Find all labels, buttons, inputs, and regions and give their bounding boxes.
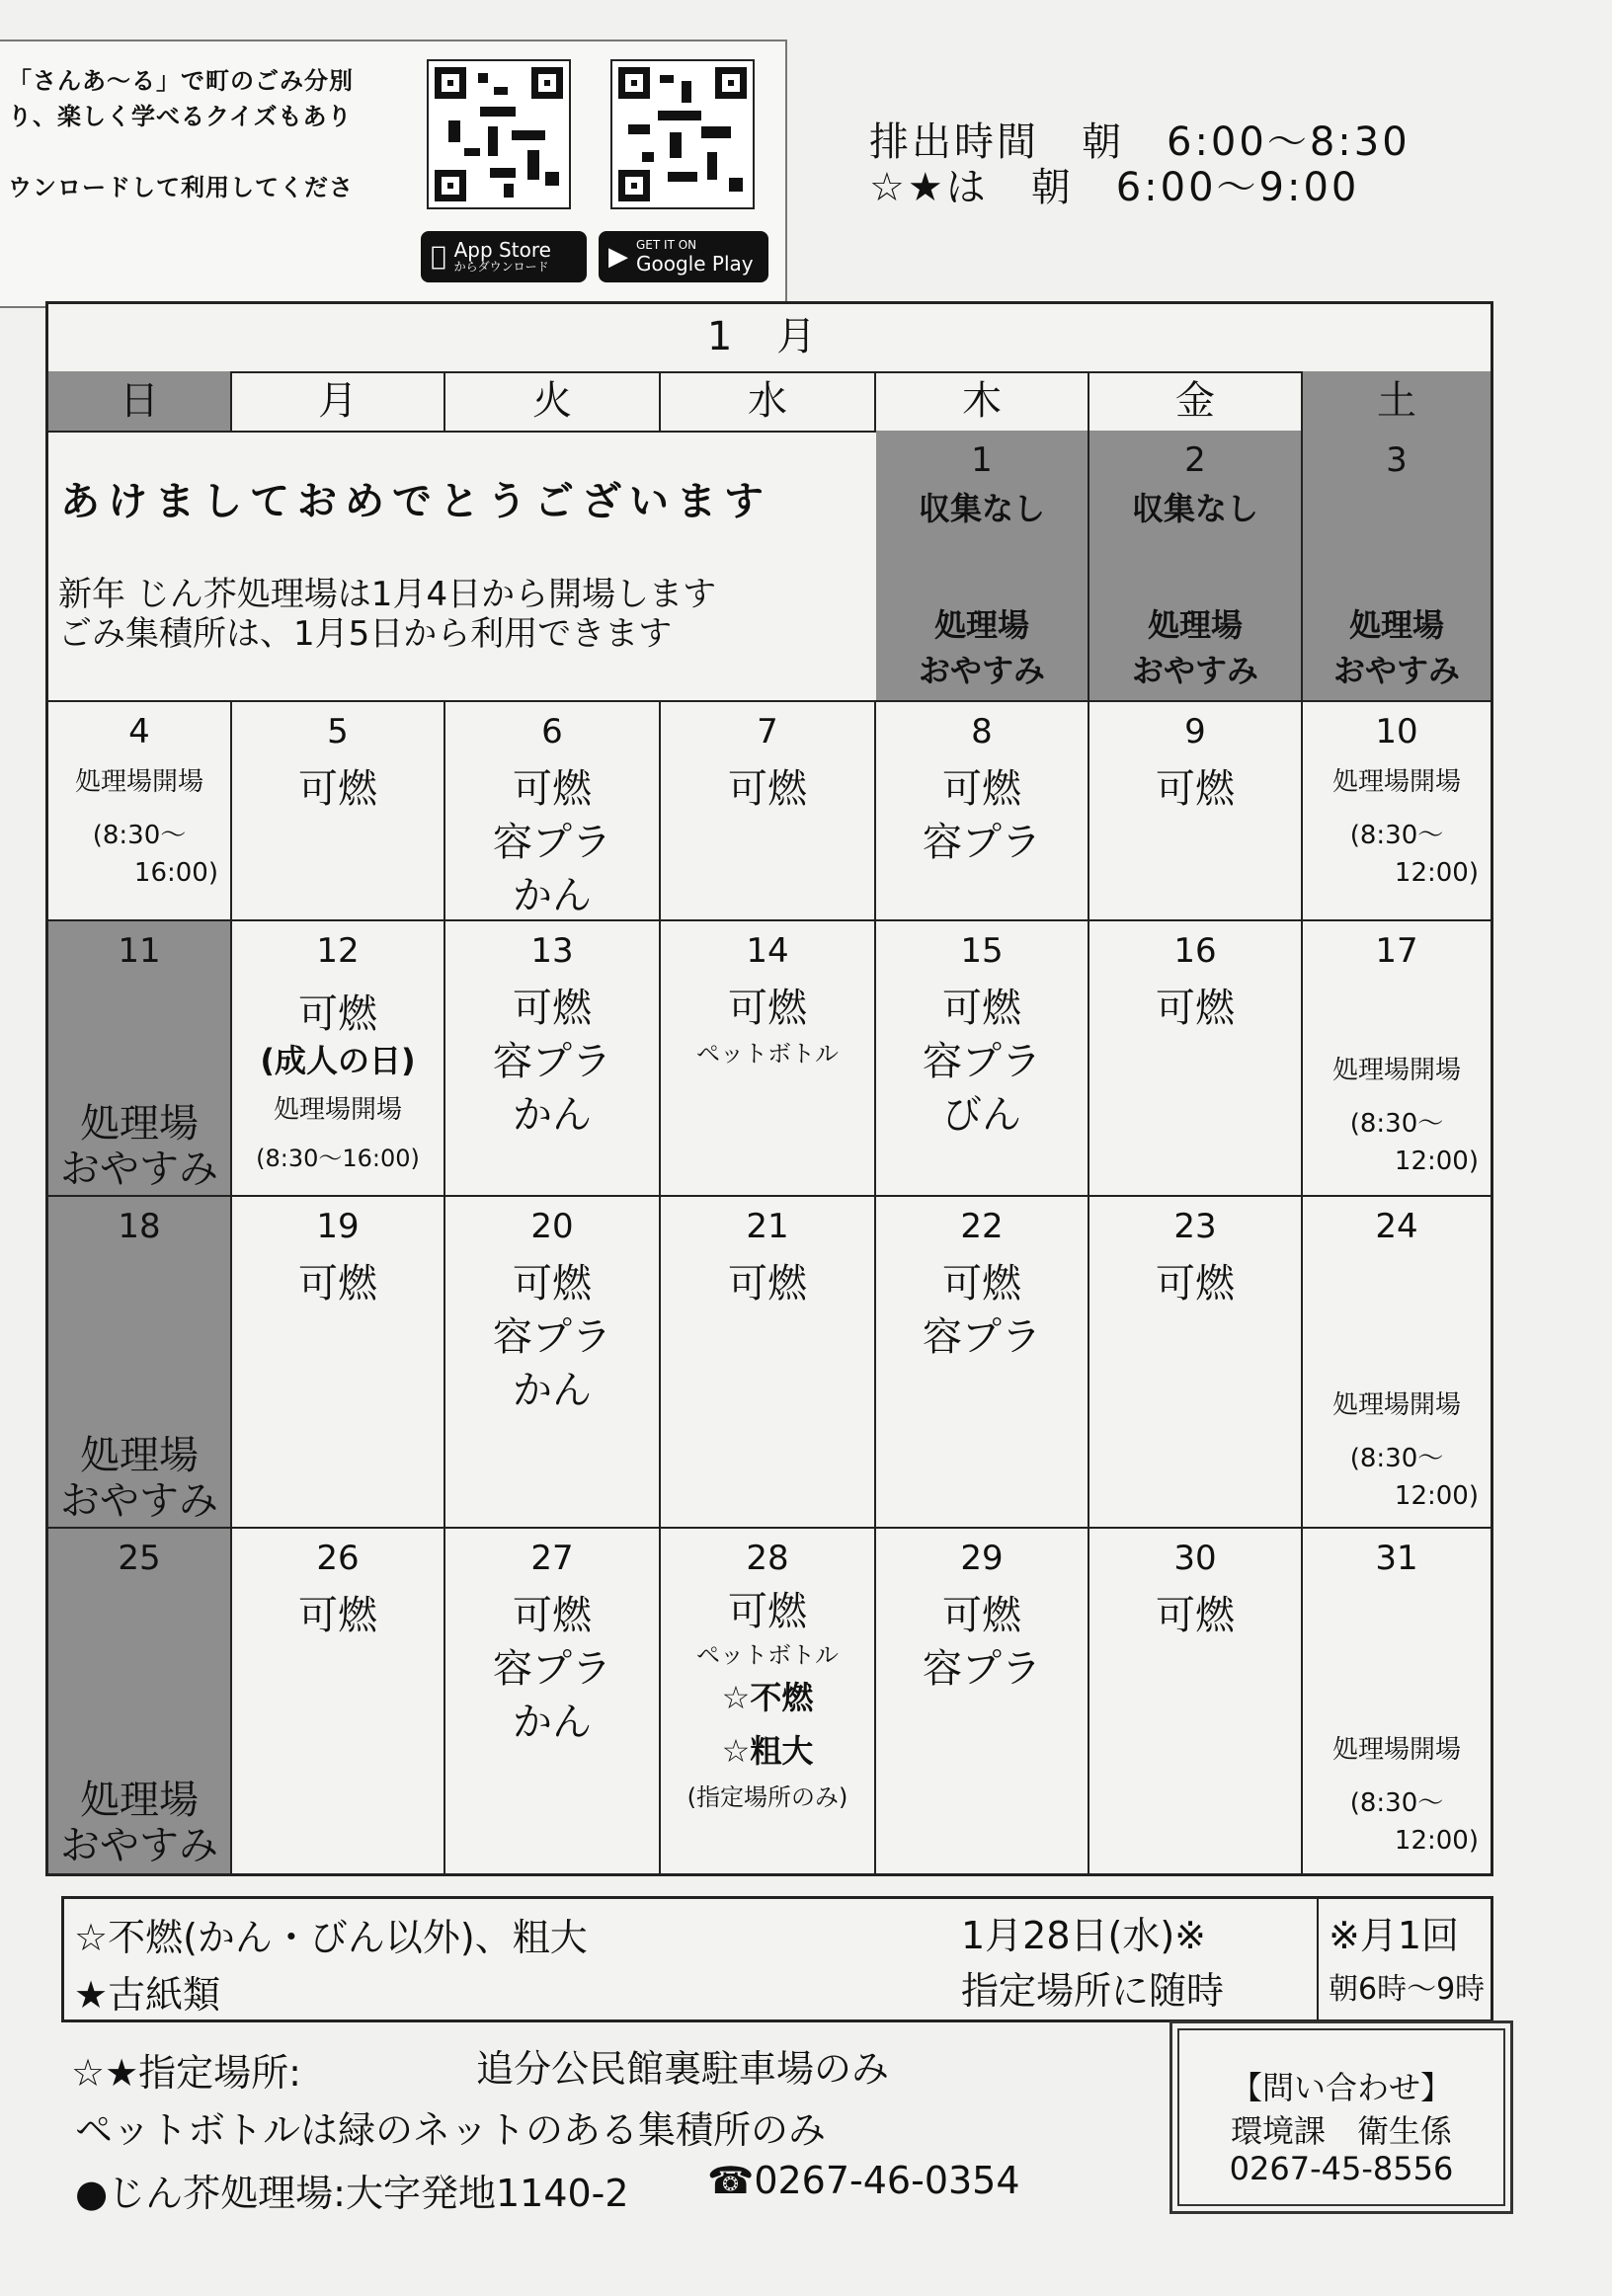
day-entry: ペットボトル bbox=[696, 1641, 839, 1669]
designated-place-label: ☆★指定場所: bbox=[71, 2051, 301, 2095]
day-number: 29 bbox=[960, 1539, 1004, 1578]
designated-place-value: 追分公民館裏駐車場のみ bbox=[476, 2047, 890, 2091]
day-number: 10 bbox=[1375, 712, 1418, 752]
day-entry: (8:30〜 bbox=[1349, 821, 1444, 850]
day-entry: おやすみ bbox=[60, 1823, 218, 1868]
weekday-0: 日 bbox=[48, 371, 232, 431]
day-number: 9 bbox=[1184, 712, 1206, 752]
day-number: 3 bbox=[1386, 440, 1408, 480]
day-entry: 容プラ bbox=[493, 1039, 611, 1084]
legend-frequency-box bbox=[1317, 1899, 1494, 2019]
day-number: 19 bbox=[316, 1207, 360, 1246]
day-entry: 容プラ bbox=[493, 1646, 611, 1692]
legend-time: 朝6時〜9時 bbox=[1329, 1972, 1486, 2007]
day-entry: (8:30〜 bbox=[1349, 1444, 1444, 1473]
day-number: 31 bbox=[1375, 1539, 1418, 1578]
facility-address: ●じん芥処理場:大字発地1140-2 bbox=[75, 2172, 629, 2215]
app-store-label: App Store bbox=[439, 238, 536, 263]
day-number: 11 bbox=[118, 931, 161, 971]
day-entry: かん bbox=[513, 1092, 592, 1138]
day-number: 24 bbox=[1375, 1207, 1418, 1246]
day-entry: ☆不燃 bbox=[721, 1679, 814, 1716]
day-entry: 容プラ bbox=[493, 820, 611, 865]
calendar-day-29 bbox=[876, 1529, 1089, 1873]
day-number: 22 bbox=[960, 1207, 1004, 1246]
calendar-day-12 bbox=[232, 921, 445, 1195]
day-number: 26 bbox=[316, 1539, 360, 1578]
calendar-day-24 bbox=[1303, 1197, 1491, 1527]
contact-phone[interactable]: 0267-45-8556 bbox=[1229, 2150, 1454, 2187]
day-entry: 処理場 bbox=[80, 1433, 199, 1478]
calendar-day-26 bbox=[232, 1529, 445, 1873]
day-entry: 処理場 bbox=[80, 1101, 199, 1147]
day-number: 1 bbox=[971, 440, 993, 480]
day-entry: 可燃 bbox=[942, 1593, 1021, 1638]
day-number: 16 bbox=[1173, 931, 1217, 971]
legend-date: 1月28日(水)※ bbox=[961, 1914, 1207, 1957]
day-number: 28 bbox=[746, 1539, 789, 1578]
day-number: 7 bbox=[757, 712, 778, 752]
calendar-day-21 bbox=[661, 1197, 876, 1527]
google-play-sublabel: GET IT ON bbox=[636, 238, 697, 253]
qr-code-ios[interactable] bbox=[427, 59, 571, 209]
day-entry: 可燃 bbox=[298, 766, 377, 812]
day-entry: 12:00) bbox=[1394, 1147, 1479, 1176]
day-entry: 容プラ bbox=[923, 1314, 1041, 1360]
calendar-week bbox=[48, 1197, 1491, 1529]
legend-item-nonburnable: ☆不燃(かん・びん以外)、粗大 bbox=[74, 1916, 588, 1959]
qr-code-android[interactable] bbox=[610, 59, 755, 209]
hours-line-1: 排出時間 朝 6:00〜8:30 bbox=[869, 119, 1410, 165]
calendar-day-4 bbox=[48, 702, 232, 919]
day-entry: 容プラ bbox=[923, 1039, 1041, 1084]
weekday-2: 火 bbox=[445, 371, 661, 431]
calendar-day-18 bbox=[48, 1197, 232, 1527]
day-entry: 処理場開場 bbox=[1331, 1735, 1461, 1765]
day-number: 15 bbox=[960, 931, 1004, 971]
weekday-3: 水 bbox=[661, 371, 876, 431]
day-entry: 可燃 bbox=[1156, 986, 1235, 1031]
day-entry: おやすみ bbox=[60, 1478, 218, 1524]
day-entry: (8:30〜 bbox=[1349, 1788, 1444, 1818]
weekday-4: 木 bbox=[876, 371, 1089, 431]
day-entry: 可燃 bbox=[728, 1261, 807, 1306]
day-entry: 可燃 bbox=[513, 766, 592, 812]
day-entry: (8:30〜 bbox=[92, 821, 187, 850]
day-number: 18 bbox=[118, 1207, 161, 1246]
day-number: 5 bbox=[327, 712, 349, 752]
calendar-day-1 bbox=[876, 431, 1089, 700]
calendar-day-15 bbox=[876, 921, 1089, 1195]
day-entry: 処理場 bbox=[80, 1778, 199, 1823]
day-entry: 可燃 bbox=[942, 766, 1021, 812]
day-entry: 処理場 bbox=[933, 606, 1029, 644]
calendar bbox=[45, 301, 1493, 1876]
google-play-button[interactable] bbox=[599, 231, 768, 282]
calendar-day-20 bbox=[445, 1197, 661, 1527]
banner-text-1: 「さんあ〜る」で町のごみ分別 bbox=[8, 67, 354, 95]
calendar-day-10 bbox=[1303, 702, 1491, 919]
day-entry: 16:00) bbox=[133, 858, 218, 888]
day-entry: びん bbox=[942, 1092, 1021, 1138]
day-entry: 可燃 bbox=[1156, 1261, 1235, 1306]
day-entry: 12:00) bbox=[1394, 1826, 1479, 1856]
apple-icon bbox=[431, 242, 446, 272]
hours-line-2: ☆★は 朝 6:00〜9:00 bbox=[869, 165, 1360, 210]
banner-text-3: ウンロードして利用してくださ bbox=[8, 174, 354, 201]
new-year-note-collection: ごみ集積所は、1月5日から利用できます bbox=[58, 614, 673, 654]
banner-text-2: り、楽しく学べるクイズもあり bbox=[8, 103, 353, 130]
calendar-day-27 bbox=[445, 1529, 661, 1873]
contact-title: 【問い合わせ】 bbox=[1230, 2069, 1452, 2106]
calendar-week bbox=[48, 1529, 1491, 1873]
day-number: 27 bbox=[530, 1539, 574, 1578]
calendar-day-6 bbox=[445, 702, 661, 919]
day-entry: 処理場 bbox=[1348, 606, 1444, 644]
day-entry: 容プラ bbox=[923, 820, 1041, 865]
legend-item-paper: ★古紙類 bbox=[74, 1973, 221, 2017]
contact-box bbox=[1169, 2020, 1513, 2214]
day-entry: かん bbox=[513, 1700, 592, 1745]
day-entry: 容プラ bbox=[493, 1314, 611, 1360]
day-number: 12 bbox=[316, 931, 360, 971]
day-number: 25 bbox=[118, 1539, 161, 1578]
day-entry: ☆粗大 bbox=[721, 1732, 814, 1770]
day-entry: 可燃 bbox=[298, 1593, 377, 1638]
day-number: 13 bbox=[530, 931, 574, 971]
day-entry: 処理場開場 bbox=[1331, 767, 1461, 797]
day-entry: 処理場開場 bbox=[1331, 1390, 1461, 1420]
calendar-day-28 bbox=[661, 1529, 876, 1873]
day-number: 14 bbox=[746, 931, 789, 971]
day-number: 4 bbox=[128, 712, 150, 752]
app-store-sublabel: からダウンロード bbox=[439, 260, 534, 275]
weekday-6: 土 bbox=[1303, 371, 1491, 431]
day-entry: かん bbox=[513, 873, 592, 918]
day-number: 2 bbox=[1184, 440, 1206, 480]
day-entry: おやすみ bbox=[1131, 652, 1258, 689]
day-entry: 可燃 bbox=[728, 986, 807, 1031]
day-entry: (8:30〜16:00) bbox=[256, 1145, 420, 1172]
calendar-day-5 bbox=[232, 702, 445, 919]
day-entry: 処理場開場 bbox=[1331, 1056, 1461, 1085]
day-number: 8 bbox=[971, 712, 993, 752]
day-entry: (指定場所のみ) bbox=[686, 1783, 848, 1811]
legend bbox=[61, 1896, 1493, 2022]
calendar-day-14 bbox=[661, 921, 876, 1195]
day-entry: 処理場 bbox=[1147, 606, 1243, 644]
new-year-greeting: あけましておめでとうございます bbox=[60, 479, 771, 524]
pet-bottle-note: ペットボトルは緑のネットのある集積所のみ bbox=[75, 2108, 827, 2152]
calendar-day-23 bbox=[1089, 1197, 1303, 1527]
calendar-day-7 bbox=[661, 702, 876, 919]
calendar-week bbox=[48, 431, 1491, 702]
day-entry: 収集なし bbox=[918, 490, 1045, 527]
calendar-week bbox=[48, 921, 1491, 1197]
calendar-day-22 bbox=[876, 1197, 1089, 1527]
calendar-day-8 bbox=[876, 702, 1089, 919]
day-number: 17 bbox=[1375, 931, 1418, 971]
day-entry: 可燃 bbox=[942, 1261, 1021, 1306]
day-entry: おやすみ bbox=[1332, 652, 1460, 689]
calendar-day-2 bbox=[1089, 431, 1303, 700]
day-entry: ペットボトル bbox=[696, 1040, 839, 1068]
day-entry: かん bbox=[513, 1368, 592, 1413]
contact-department: 環境課 衛生係 bbox=[1230, 2112, 1452, 2150]
day-entry: 可燃 bbox=[513, 1261, 592, 1306]
calendar-day-31 bbox=[1303, 1529, 1491, 1873]
calendar-day-19 bbox=[232, 1197, 445, 1527]
day-entry: 処理場開場 bbox=[74, 767, 203, 797]
calendar-day-9 bbox=[1089, 702, 1303, 919]
day-entry: 可燃 bbox=[513, 1593, 592, 1638]
day-number: 6 bbox=[541, 712, 563, 752]
facility-phone[interactable]: ☎0267-46-0354 bbox=[707, 2159, 1020, 2202]
day-entry: 容プラ bbox=[923, 1646, 1041, 1692]
calendar-day-17 bbox=[1303, 921, 1491, 1195]
legend-place: 指定場所に随時 bbox=[961, 1969, 1225, 2013]
day-entry: 可燃 bbox=[298, 1261, 377, 1306]
app-banner bbox=[0, 40, 787, 308]
day-number: 30 bbox=[1173, 1539, 1217, 1578]
day-entry: おやすみ bbox=[918, 652, 1045, 689]
weekday-1: 月 bbox=[232, 371, 445, 431]
app-store-button[interactable] bbox=[421, 231, 587, 282]
calendar-day-13 bbox=[445, 921, 661, 1195]
day-entry: 12:00) bbox=[1394, 858, 1479, 888]
calendar-day-16 bbox=[1089, 921, 1303, 1195]
day-entry: 可燃 bbox=[513, 986, 592, 1031]
calendar-day-30 bbox=[1089, 1529, 1303, 1873]
day-entry: 可燃 bbox=[728, 1589, 807, 1634]
calendar-day-25 bbox=[48, 1529, 232, 1873]
weekday-header bbox=[48, 371, 1491, 433]
day-entry: 処理場開場 bbox=[273, 1095, 402, 1125]
day-entry: 可燃 bbox=[1156, 1593, 1235, 1638]
calendar-day-11 bbox=[48, 921, 232, 1195]
day-entry: (成人の日) bbox=[260, 1042, 416, 1079]
legend-once: ※月1回 bbox=[1329, 1914, 1460, 1957]
day-entry: おやすみ bbox=[60, 1147, 218, 1192]
day-entry: 可燃 bbox=[1156, 766, 1235, 812]
day-entry: 可燃 bbox=[942, 986, 1021, 1031]
weekday-5: 金 bbox=[1089, 371, 1303, 431]
day-number: 21 bbox=[746, 1207, 789, 1246]
new-year-note-facility: 新年 じん芥処理場は1月4日から開場します bbox=[58, 575, 717, 614]
month-title: 1 月 bbox=[48, 304, 1491, 373]
day-entry: 収集なし bbox=[1131, 490, 1258, 527]
day-number: 20 bbox=[530, 1207, 574, 1246]
day-number: 23 bbox=[1173, 1207, 1217, 1246]
day-entry: 12:00) bbox=[1394, 1481, 1479, 1511]
day-entry: 可燃 bbox=[298, 991, 377, 1037]
google-play-label: Google Play bbox=[636, 251, 754, 276]
calendar-day-3 bbox=[1303, 431, 1491, 700]
calendar-week bbox=[48, 702, 1491, 921]
day-entry: (8:30〜 bbox=[1349, 1109, 1444, 1139]
day-entry: 可燃 bbox=[728, 766, 807, 812]
play-icon: ▶ bbox=[608, 242, 628, 272]
